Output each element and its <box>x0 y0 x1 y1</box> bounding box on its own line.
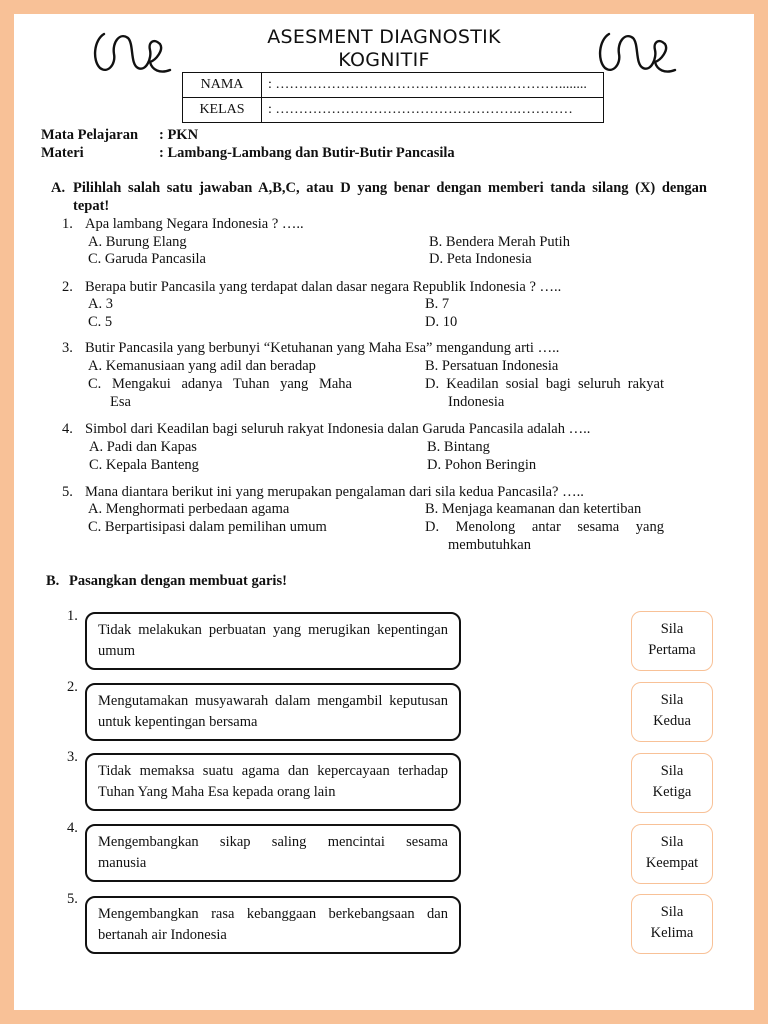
option-a[interactable]: A. Burung Elang <box>88 234 187 250</box>
question-number: 2. <box>62 279 73 295</box>
match-item-statement[interactable] <box>85 683 461 741</box>
statement-line: Tuhan Yang Maha Esa kepada orang lain <box>98 784 336 800</box>
sila-word: Sila <box>660 692 684 708</box>
option-c[interactable]: C. 5 <box>88 314 113 330</box>
materi-value: : Lambang-Lambang dan Butir-Butir Pancasila <box>159 145 455 161</box>
sila-option-keempat[interactable] <box>631 824 713 884</box>
option-a[interactable]: A. Padi dan Kapas <box>89 439 197 455</box>
sila-ordinal: Keempat <box>645 855 699 871</box>
sila-ordinal: Ketiga <box>652 784 692 800</box>
statement-line: manusia <box>98 855 147 871</box>
question-text: Berapa butir Pancasila yang terdapat dalan dasar negara Republik Indonesia ? ….. <box>85 279 562 295</box>
section-a-instruction-cont: tepat! <box>73 198 110 214</box>
option-b[interactable]: B. Menjaga keamanan dan ketertiban <box>425 501 642 517</box>
question-number: 4. <box>62 421 73 437</box>
sila-word: Sila <box>660 763 684 779</box>
option-c[interactable]: C. Mengakui adanya Tuhan yang Maha <box>88 376 352 392</box>
page-subtitle: KOGNITIF <box>338 49 430 71</box>
option-b[interactable]: B. Bintang <box>427 439 490 455</box>
sila-word: Sila <box>660 904 684 920</box>
section-a-instruction: Pilihlah salah satu jawaban A,B,C, atau D yang benar dengan memberi tanda silang (X) dengan <box>73 180 707 196</box>
mapel-label: Mata Pelajaran <box>41 127 139 143</box>
option-d[interactable]: D. Keadilan sosial bagi seluruh rakyat <box>425 376 664 392</box>
question-number: 1. <box>62 216 73 232</box>
page-title: ASESMENT DIAGNOSTIK <box>267 26 501 48</box>
question-number: 5. <box>62 484 73 500</box>
question-text: Butir Pancasila yang berbunyi “Ketuhanan yang Maha Esa” mengandung arti ….. <box>85 340 560 356</box>
option-b[interactable]: B. Persatuan Indonesia <box>425 358 559 374</box>
question-number: 3. <box>62 340 73 356</box>
sila-option-kelima[interactable] <box>631 894 713 954</box>
question-text: Simbol dari Keadilan bagi seluruh rakyat Indonesia dalan Garuda Pancasila adalah ….. <box>85 421 591 437</box>
option-b[interactable]: B. Bendera Merah Putih <box>429 234 570 250</box>
statement-line: Mengembangkan sikap saling mencintai sesama <box>98 834 448 850</box>
question-text: Apa lambang Negara Indonesia ? ….. <box>85 216 304 232</box>
option-c[interactable]: C. Garuda Pancasila <box>88 251 206 267</box>
section-a-letter: A. <box>51 180 66 196</box>
nama-label: NAMA <box>183 73 262 98</box>
match-item-statement[interactable] <box>85 753 461 811</box>
statement-line: Mengutamakan musyawarah dalam mengambil keputusan <box>98 693 448 709</box>
statement-line: Tidak memaksa suatu agama dan kepercayaan terhadap <box>98 763 448 779</box>
mapel-value: : PKN <box>159 127 199 143</box>
option-a[interactable]: A. Menghormati perbedaan agama <box>88 501 290 517</box>
sila-ordinal: Kedua <box>653 713 691 729</box>
sila-option-ketiga[interactable] <box>631 753 713 813</box>
option-c-cont: Esa <box>110 394 131 410</box>
option-b[interactable]: B. 7 <box>425 296 450 312</box>
statement-line: umum <box>98 643 136 659</box>
sila-word: Sila <box>660 621 684 637</box>
match-item-number: 1. <box>67 608 78 624</box>
option-d-cont: membutuhkan <box>448 537 531 553</box>
kelas-label: KELAS <box>183 98 262 123</box>
sila-option-kedua[interactable] <box>631 682 713 742</box>
statement-line: bertanah air Indonesia <box>98 927 227 943</box>
sila-option-pertama[interactable] <box>631 611 713 671</box>
match-item-number: 4. <box>67 820 78 836</box>
option-d[interactable]: D. 10 <box>425 314 458 330</box>
match-item-number: 2. <box>67 679 78 695</box>
match-item-statement[interactable] <box>85 896 461 954</box>
match-item-statement[interactable] <box>85 824 461 882</box>
option-a[interactable]: A. 3 <box>88 296 113 312</box>
option-d[interactable]: D. Menolong antar sesama yang <box>425 519 664 535</box>
identity-table <box>182 72 604 123</box>
statement-line: Tidak melakukan perbuatan yang merugikan kepentingan <box>98 622 448 638</box>
sila-ordinal: Pertama <box>648 642 696 658</box>
option-c[interactable]: C. Kepala Banteng <box>89 457 199 473</box>
match-item-number: 3. <box>67 749 78 765</box>
sila-word: Sila <box>660 834 684 850</box>
option-c[interactable]: C. Berpartisipasi dalam pemilihan umum <box>88 519 327 535</box>
question-text: Mana diantara berikut ini yang merupakan pengalaman dari sila kedua Pancasila? ….. <box>85 484 584 500</box>
option-d[interactable]: D. Peta Indonesia <box>429 251 532 267</box>
section-b-letter: B. <box>46 573 60 589</box>
option-d[interactable]: D. Pohon Beringin <box>427 457 537 473</box>
sila-ordinal: Kelima <box>650 925 694 941</box>
statement-line: untuk kepentingan bersama <box>98 714 258 730</box>
option-d-cont: Indonesia <box>448 394 505 410</box>
option-a[interactable]: A. Kemanusiaan yang adil dan beradap <box>88 358 316 374</box>
statement-line: Mengembangkan rasa kebanggaan berkebangsaan dan <box>98 906 448 922</box>
nama-field[interactable]: : ………………………………………….…………........ <box>262 73 604 98</box>
materi-label: Materi <box>41 145 84 161</box>
match-item-statement[interactable] <box>85 612 461 670</box>
match-item-number: 5. <box>67 891 78 907</box>
section-b-instruction: Pasangkan dengan membuat garis! <box>69 573 287 589</box>
kelas-field[interactable]: : …………………………………………….………… <box>262 98 604 123</box>
